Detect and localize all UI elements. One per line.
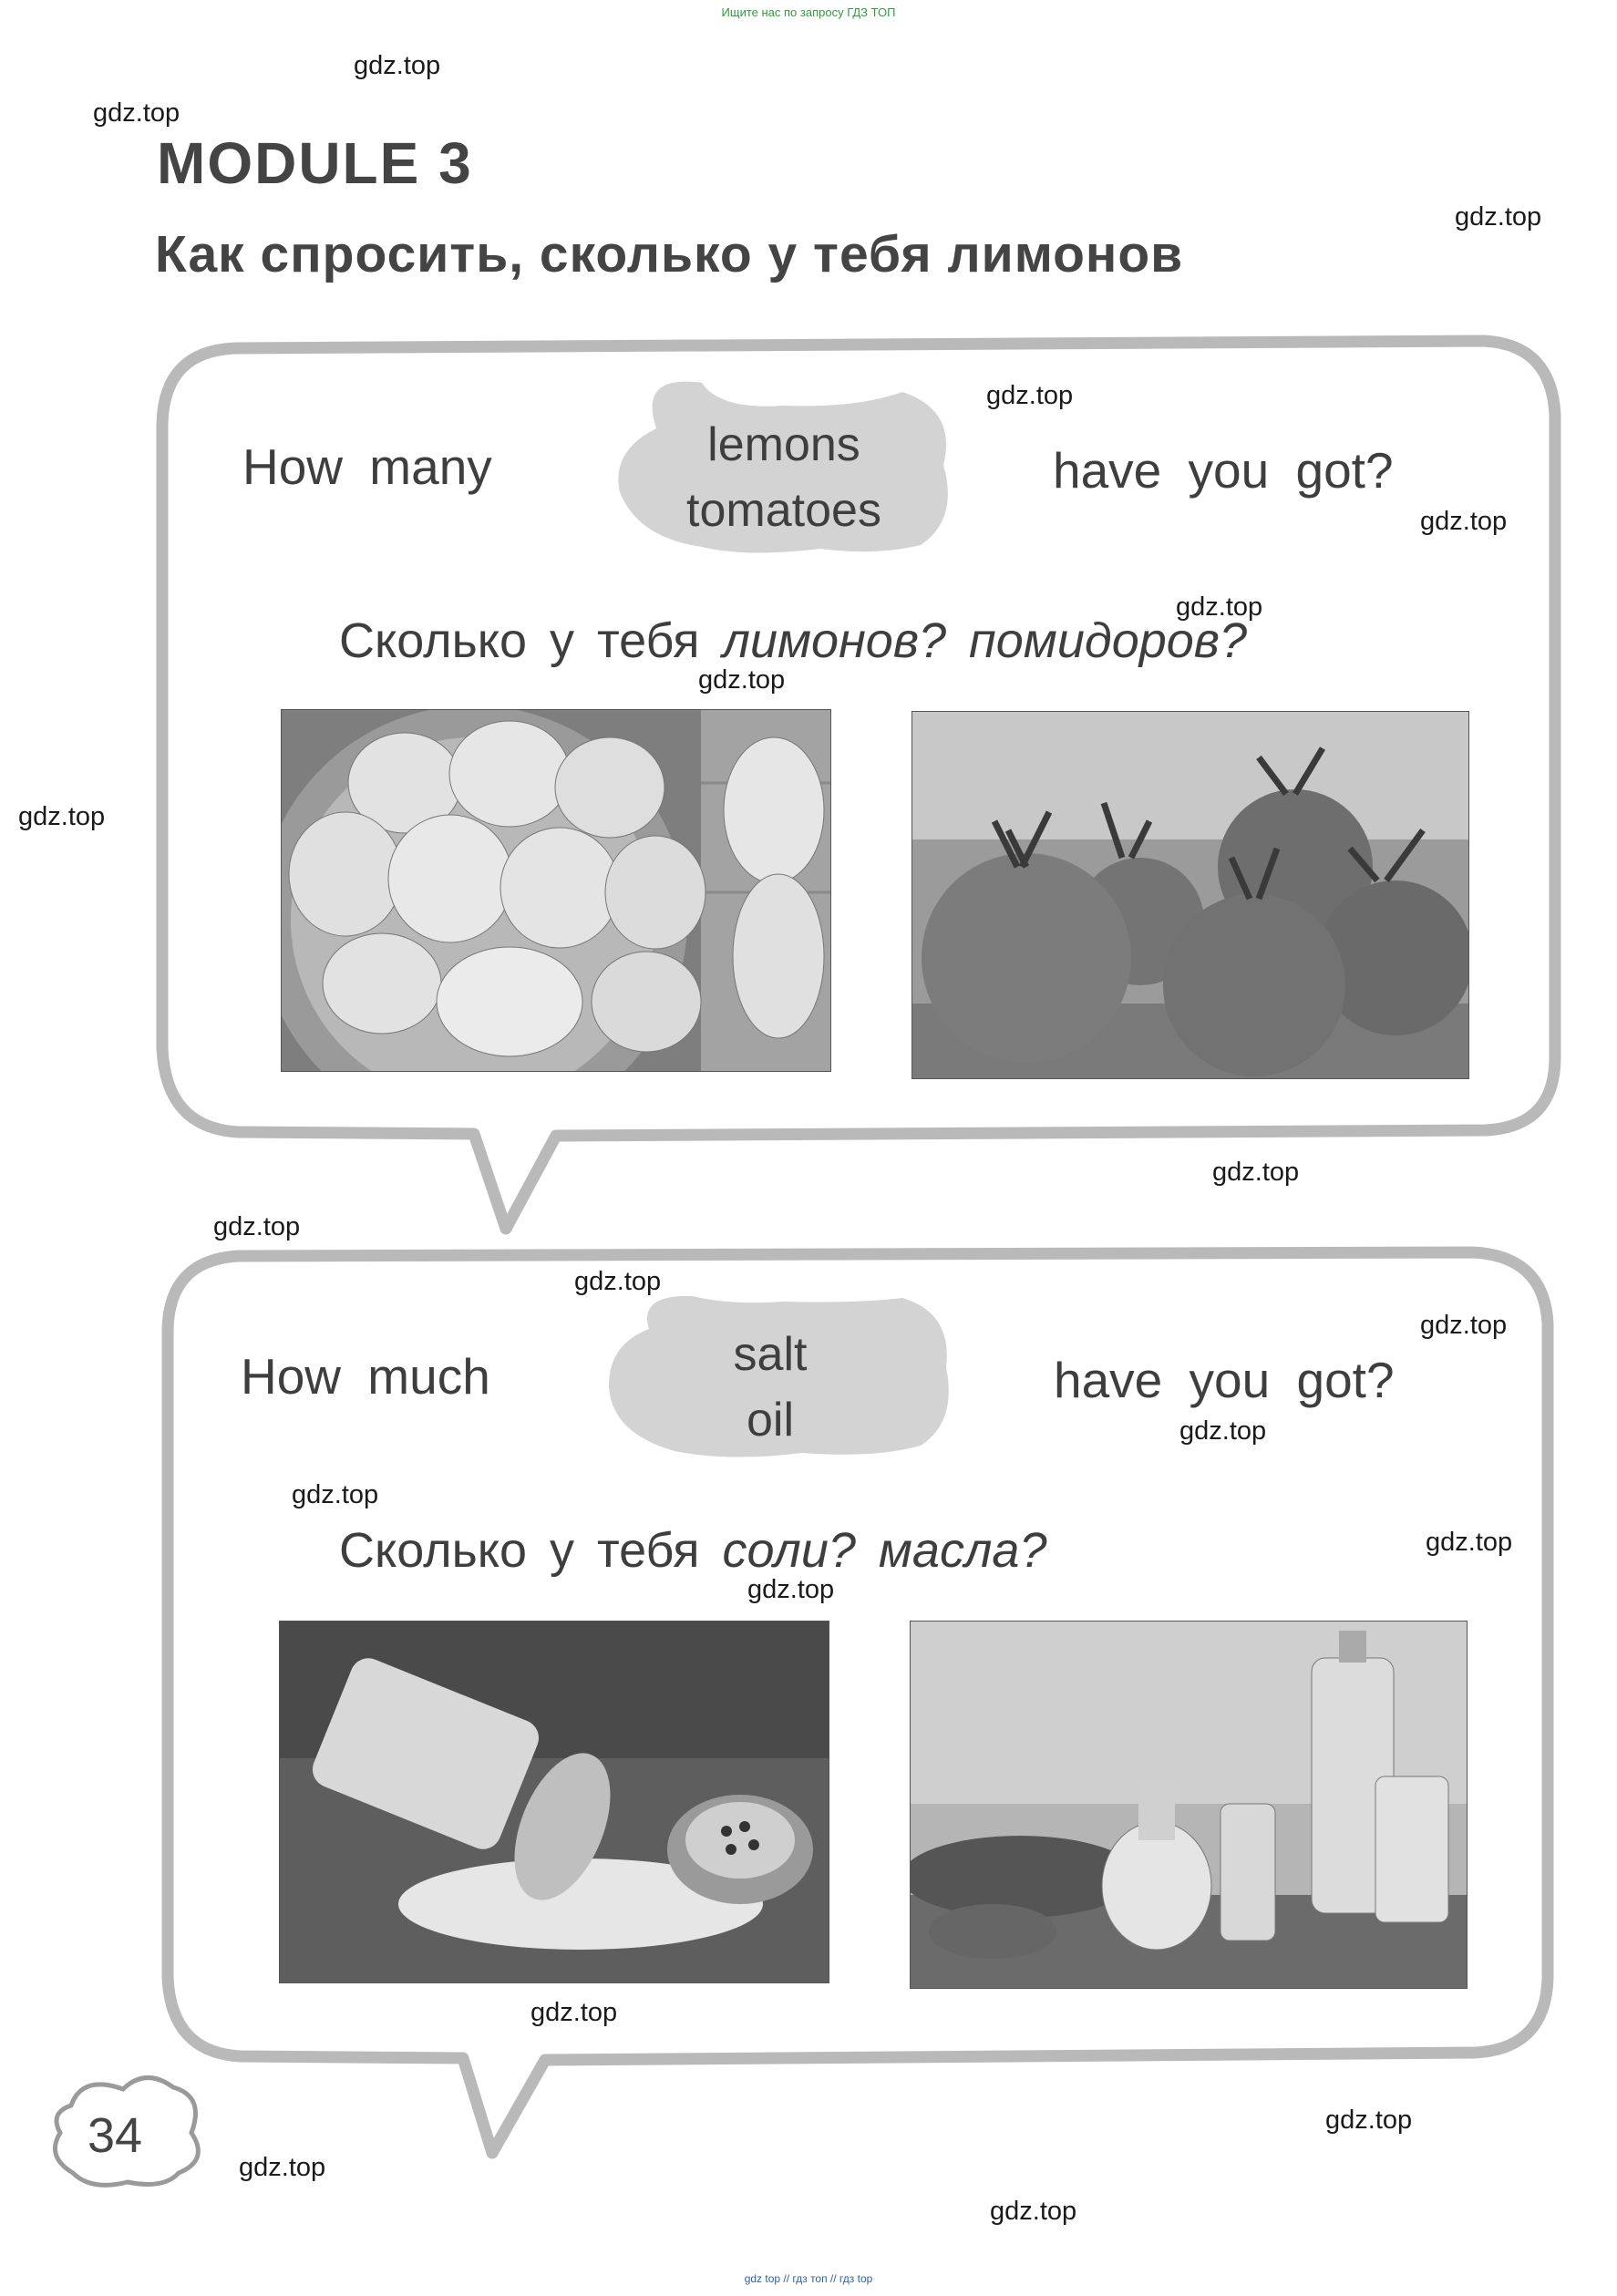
module-title: MODULE 3 — [157, 130, 473, 196]
watermark: gdz.top — [1212, 1158, 1300, 1187]
watermark: gdz.top — [1325, 2106, 1413, 2135]
question-end-1: have you got? — [1053, 442, 1394, 499]
watermark: gdz.top — [574, 1267, 662, 1296]
watermark: gdz.top — [1420, 507, 1508, 536]
cloud-word-lemons: lemons — [707, 418, 860, 471]
oil-image — [911, 1622, 1467, 1988]
russian-question-1 — [339, 613, 1247, 669]
question-end-2: have you got? — [1054, 1352, 1395, 1408]
watermark: gdz.top — [354, 51, 441, 80]
cloud-word-salt: salt — [733, 1328, 808, 1381]
watermark: gdz.top — [213, 1212, 301, 1241]
watermark: gdz.top — [18, 802, 106, 831]
tomatoes-photo — [911, 711, 1469, 1079]
watermark: gdz.top — [530, 1998, 618, 2027]
watermark: gdz.top — [1420, 1311, 1508, 1340]
ru-options-1: лимонов? помидоров? — [722, 613, 1248, 668]
top-note: Ищите нас по запросу ГДЗ ТОП — [721, 5, 896, 19]
watermark: gdz.top — [747, 1575, 835, 1604]
watermark: gdz.top — [93, 98, 180, 128]
lemons-image — [282, 710, 830, 1071]
russian-question-2 — [339, 1522, 1046, 1579]
cloud-word-tomatoes: tomatoes — [686, 484, 881, 537]
ru-options-2: соли? масла? — [722, 1523, 1047, 1578]
lemons-photo — [281, 709, 831, 1072]
watermark: gdz.top — [1455, 202, 1542, 232]
watermark: gdz.top — [1176, 592, 1263, 622]
oil-photo — [910, 1621, 1468, 1989]
cloud-word-oil: oil — [746, 1394, 795, 1447]
page-number: 34 — [88, 2108, 143, 2163]
watermark: gdz.top — [292, 1480, 379, 1509]
watermark: gdz.top — [986, 381, 1074, 410]
watermark: gdz.top — [698, 665, 786, 695]
ru-start-2: Сколько у тебя — [339, 1523, 700, 1578]
watermark: gdz.top — [1426, 1528, 1513, 1557]
salt-image — [280, 1622, 829, 1982]
tomatoes-image — [912, 712, 1468, 1078]
ru-start-1: Сколько у тебя — [339, 613, 700, 668]
question-start-1: How many — [242, 438, 492, 495]
salt-photo — [279, 1621, 829, 1983]
watermark: gdz.top — [990, 2197, 1077, 2226]
watermark: gdz.top — [1179, 1416, 1267, 1446]
bottom-note: gdz top // гдз топ // гдз top — [744, 2272, 873, 2285]
watermark: gdz.top — [239, 2153, 326, 2182]
question-start-2: How much — [241, 1348, 490, 1405]
subtitle: Как спросить, сколько у тебя лимонов — [155, 225, 1184, 283]
